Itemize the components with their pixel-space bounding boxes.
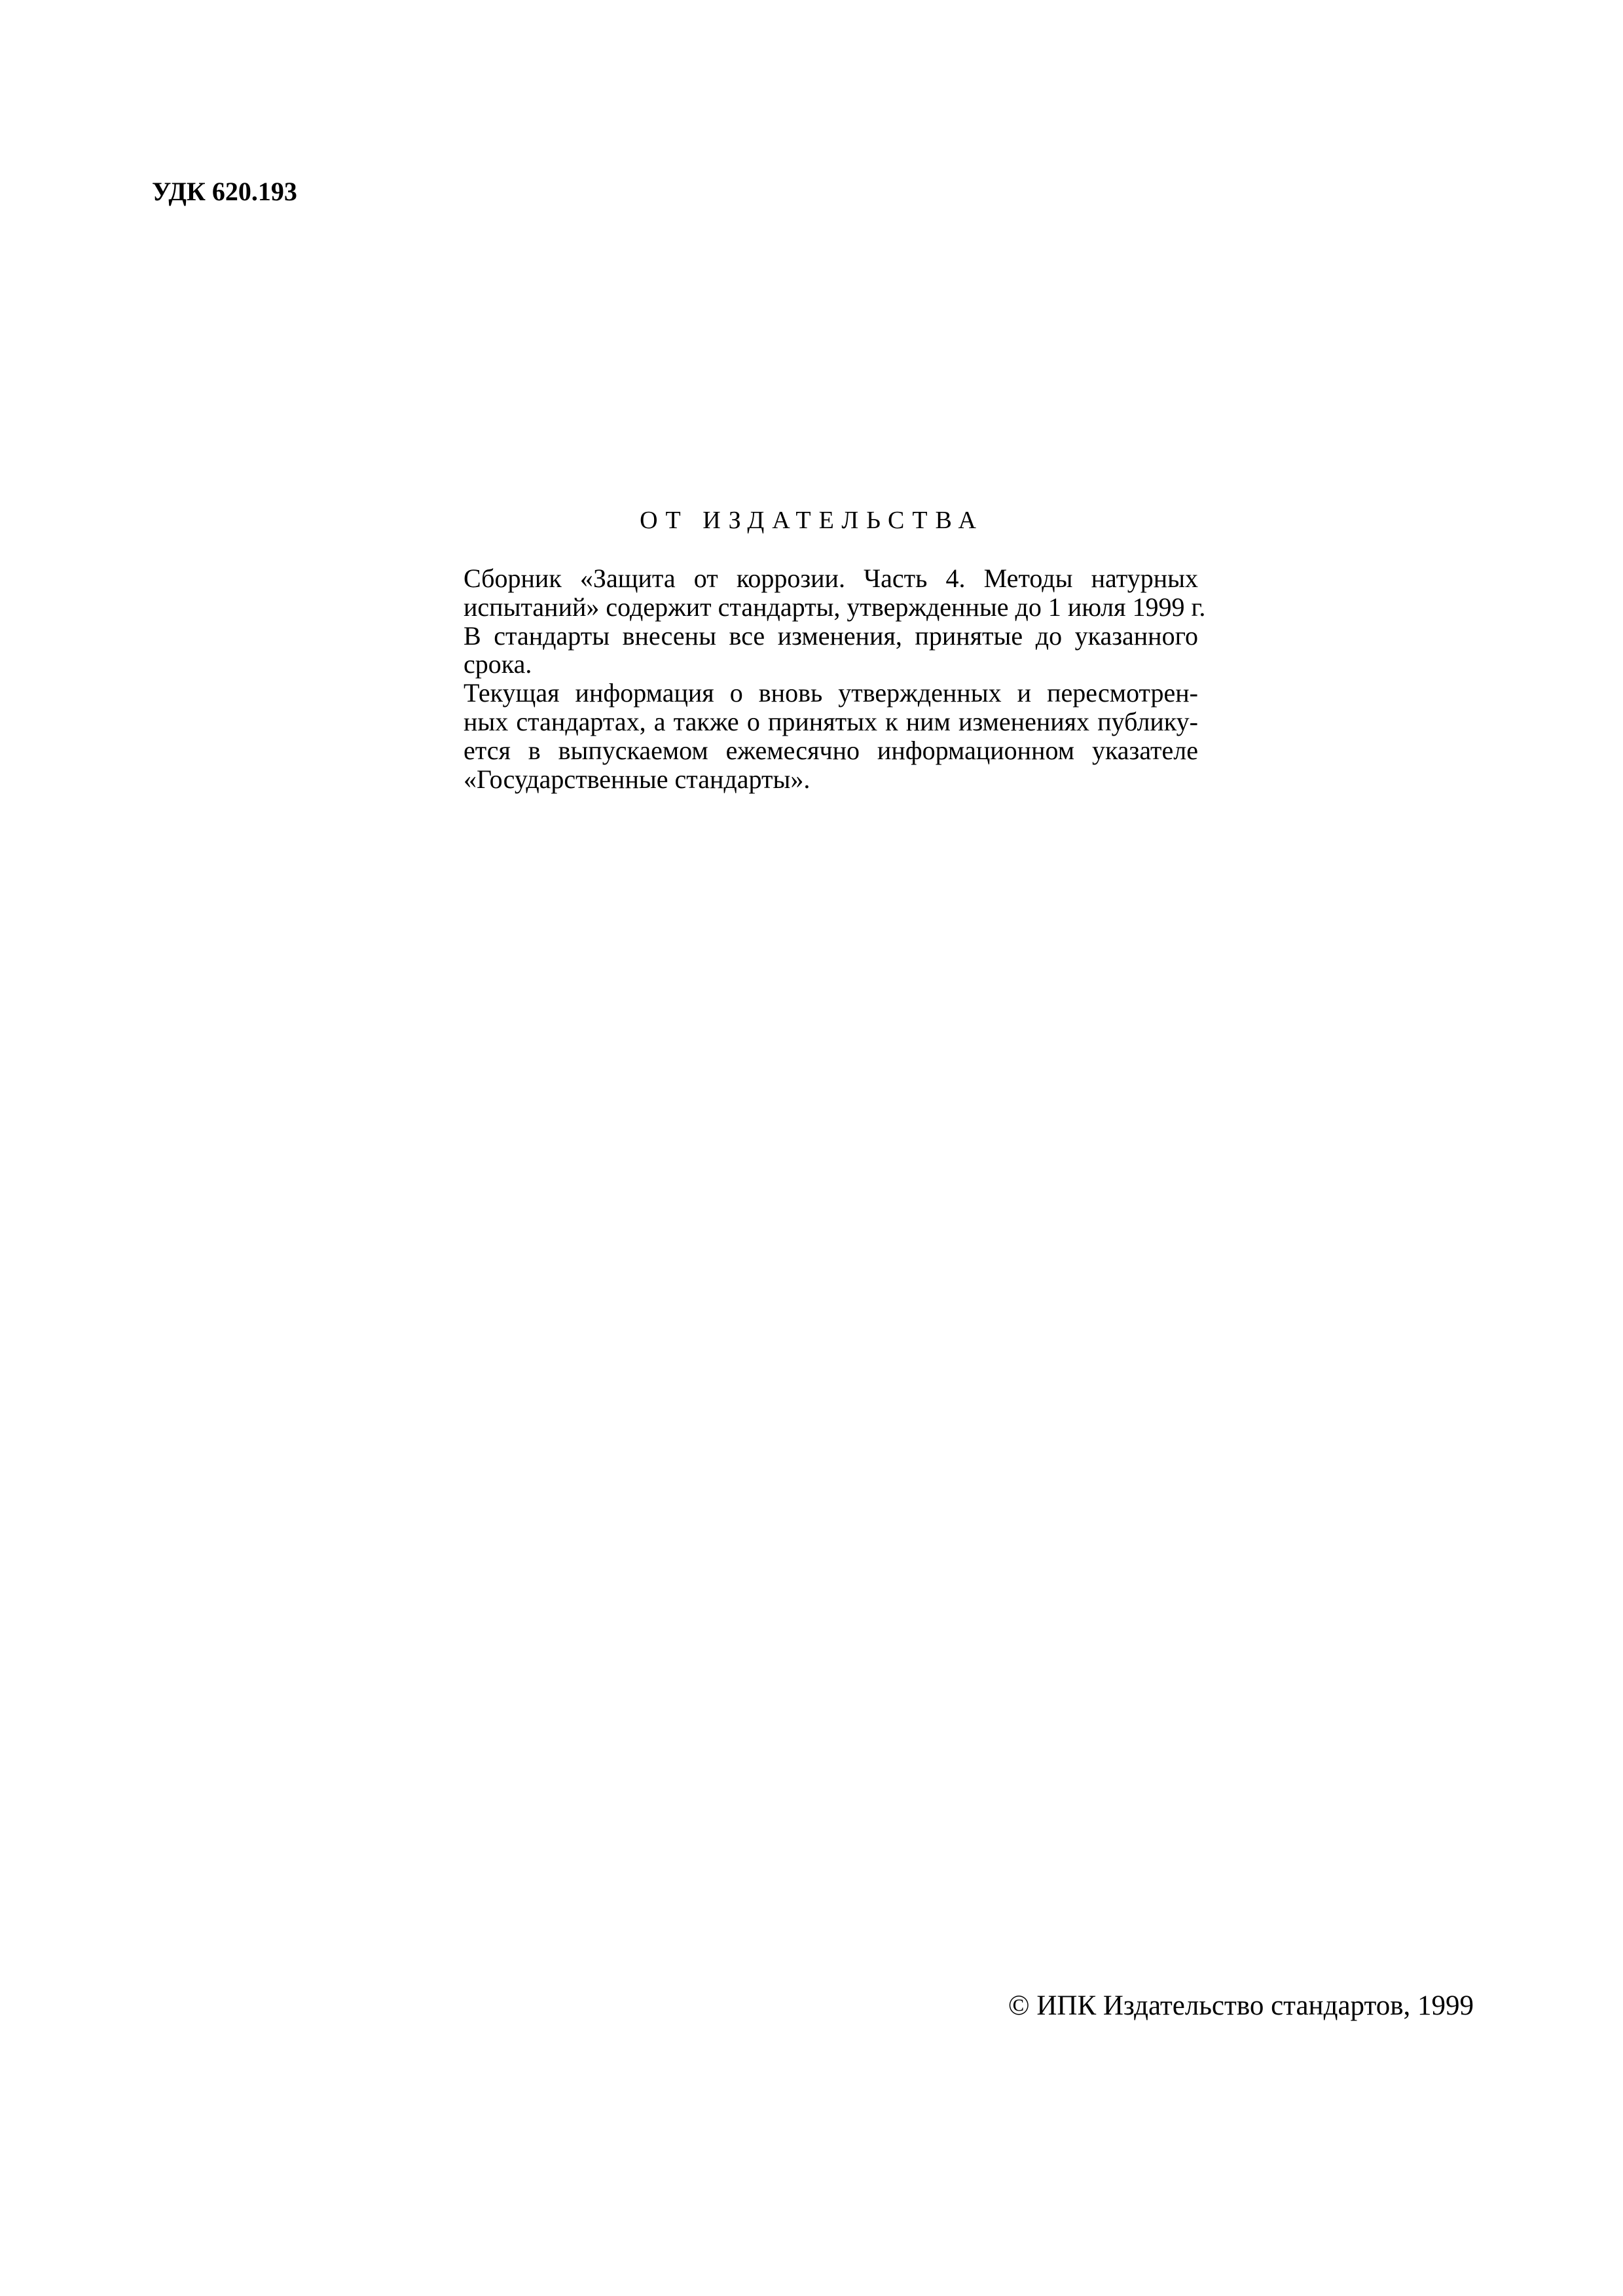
copyright-notice: © ИПК Издательство стандартов, 1999 bbox=[1008, 1990, 1474, 2021]
text-line: «Государственные стандарты». bbox=[464, 764, 811, 794]
udc-code: УДК 620.193 bbox=[152, 177, 297, 206]
publisher-note bbox=[426, 564, 1206, 794]
text-line: Сборник «Защита от коррозии. Часть 4. Методы натурных bbox=[464, 564, 1198, 593]
text-line: Текущая информация о вновь утвержденных и пересмотрен- bbox=[464, 678, 1198, 708]
text-line: В стандарты внесены все изменения, принятые до указанного bbox=[464, 620, 1198, 651]
section-heading: ОТ ИЗДАТЕЛЬСТВА bbox=[640, 507, 984, 534]
text-line: срока. bbox=[464, 649, 532, 679]
paragraph-3 bbox=[426, 679, 1198, 793]
paragraph-1 bbox=[426, 564, 1206, 622]
text-line: ется в выпускаемом ежемесячно информационном указателе bbox=[464, 735, 1198, 765]
paragraph-2 bbox=[426, 622, 1198, 679]
text-line: ных стандартах, а также о принятых к ним изменениях публику- bbox=[464, 706, 1198, 736]
text-line: испытаний» содержит стандарты, утвержденные до 1 июля 1999 г. bbox=[464, 592, 1206, 622]
